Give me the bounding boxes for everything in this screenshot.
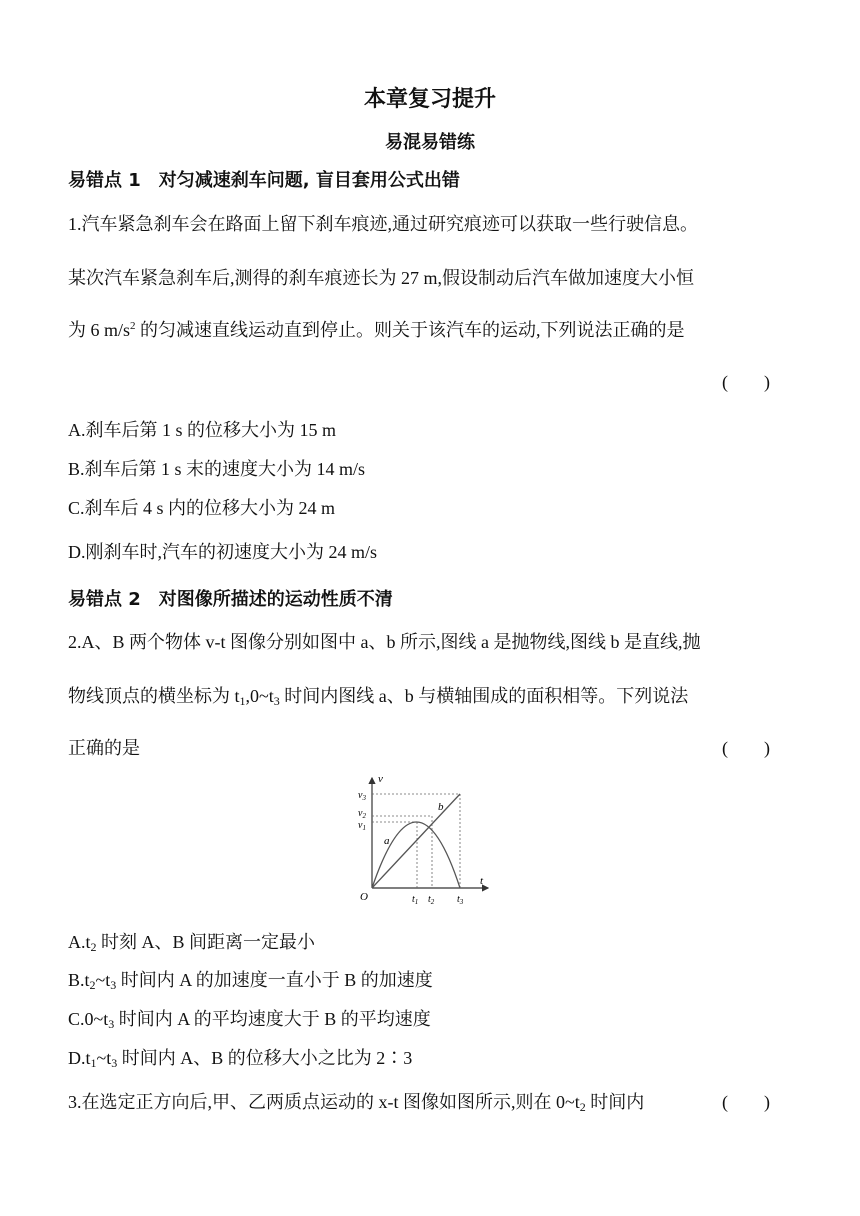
t3-label: $t_3$ <box>457 894 464 906</box>
v3-label: $v_3$ <box>358 790 366 802</box>
t2-label: $t_2$ <box>428 894 435 906</box>
q1-option-c: C.刹车后 4 s 内的位移大小为 24 m <box>68 498 336 518</box>
q2-option-b: $B.t_2\sim t_3$ 时间内 A 的加速度一直小于 B 的加速度 <box>68 970 433 992</box>
q2-line2: 物线顶点的横坐标为 $t_1,0\sim t_3$ 时间内图线 a、b 与横轴围成的面积相等。下列说法 <box>68 686 689 708</box>
q2-answer-bracket: ( ) <box>722 738 770 758</box>
q1-line3: 为 6 $m/s^2$ 的匀减速直线运动直到停止。则关于该汽车的运动,下列说法正确的是 <box>68 320 685 340</box>
page-subtitle: 易混易错练 <box>385 132 475 153</box>
q1-option-b: B.刹车后第 1 s 末的速度大小为 14 m/s <box>68 459 366 479</box>
curve-a <box>372 822 460 888</box>
q3-answer-bracket: ( ) <box>722 1092 770 1112</box>
q2-line1: 2.A、B 两个物体 v-t 图像分别如图中 a、b 所示,图线 a 是抛物线,图线 b 是直线,抛 <box>68 632 701 652</box>
q1-line1: 1.汽车紧急刹车会在路面上留下刹车痕迹,通过研究痕迹可以获取一些行驶信息。 <box>68 214 698 234</box>
q2-option-c: $C.0\sim t_3$ 时间内 A 的平均速度大于 B 的平均速度 <box>68 1009 431 1031</box>
q1-answer-bracket: ( ) <box>722 372 770 392</box>
q2-line3: 正确的是 <box>68 738 140 758</box>
q2-option-a: $A.t_2$ 时刻 A、B 间距离一定最小 <box>68 932 316 954</box>
q1-option-a: A.刹车后第 1 s 的位移大小为 15 m <box>68 420 337 440</box>
vt-graph-figure <box>350 772 500 912</box>
q2-option-d: $D.t_1\sim t_3$ 时间内 A、B 的位移大小之比为 2∶3 <box>68 1048 413 1070</box>
v1-label: $v_1$ <box>358 820 366 832</box>
q1-line2: 某次汽车紧急刹车后,测得的刹车痕迹长为 27 m,假设制动后汽车做加速度大小恒 <box>68 268 694 288</box>
page-title: 本章复习提升 <box>363 87 496 112</box>
q3-line1: 3.在选定正方向后,甲、乙两质点运动的 x-t 图像如图所示,则在 $0\sim t_2$ 时间内 <box>68 1092 645 1114</box>
v2-label: $v_2$ <box>358 808 366 820</box>
section2-heading: 易错点 2 对图像所描述的运动性质不清 <box>68 589 393 610</box>
curve-a-label: a <box>384 835 390 847</box>
v-axis-label: v <box>378 773 383 785</box>
line-b-label: b <box>438 801 444 813</box>
t-axis-label: t <box>480 875 484 887</box>
q1-option-d: D.刚刹车时,汽车的初速度大小为 24 m/s <box>68 542 378 562</box>
section1-heading: 易错点 1 对匀减速刹车问题, 盲目套用公式出错 <box>68 170 460 191</box>
origin-label: O <box>360 891 368 903</box>
t1-label: $t_1$ <box>412 894 419 906</box>
